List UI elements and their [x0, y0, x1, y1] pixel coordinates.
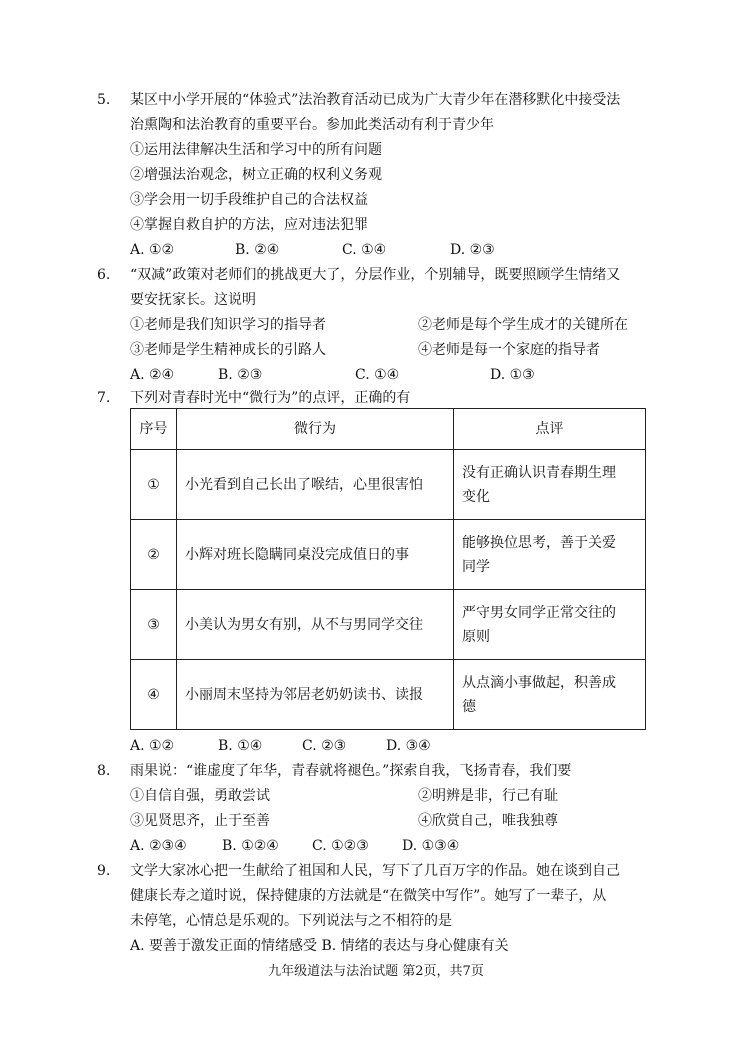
- row-comment-line2: 同学: [462, 558, 490, 575]
- q5-option-d: D. ②③: [450, 242, 495, 258]
- row-index: ③: [131, 590, 177, 660]
- q6-option-a: A. ②④: [130, 367, 175, 383]
- q5-item-1: ①运用法律解决生活和学习中的所有问题: [130, 142, 382, 158]
- q6-item-2: ②老师是每个学生成才的关键所在: [418, 317, 628, 333]
- table-header-row: [131, 409, 646, 450]
- row-index: ④: [131, 660, 177, 730]
- q7-option-b: B. ①④: [218, 738, 263, 754]
- q5-stem-line2: 治熏陶和法治教育的重要平台。参加此类活动有利于青少年: [130, 117, 494, 133]
- row-comment: [454, 450, 646, 520]
- table-row: [131, 450, 646, 520]
- header-comment: 点评: [454, 409, 646, 450]
- q9-number: 9.: [97, 863, 111, 879]
- q6-option-c: C. ①④: [355, 367, 400, 383]
- q7-option-c: C. ②③: [302, 738, 347, 754]
- q9-stem-line1: 文学大家冰心把一生献给了祖国和人民，写下了几百万字的作品。她在谈到自己: [130, 863, 620, 879]
- q5-item-2: ②增强法治观念，树立正确的权利义务观: [130, 167, 382, 183]
- row-comment: [454, 660, 646, 730]
- q9-stem-line2: 健康长寿之道时说，保持健康的方法就是“在微笑中写作”。她写了一辈子，从: [130, 888, 607, 904]
- table-row: [131, 520, 646, 590]
- row-index: ①: [131, 450, 177, 520]
- q5-stem-line1: 某区中小学开展的“体验式”法治教育活动已成为广大青少年在潜移默化中接受法: [130, 92, 621, 108]
- q9-options: A. 要善于激发正面的情绪感受 B. 情绪的表达与身心健康有关: [130, 938, 509, 954]
- q8-option-b: B. ①②④: [222, 838, 279, 854]
- q6-item-1: ①老师是我们知识学习的指导者: [130, 317, 326, 333]
- row-comment-line2: 德: [462, 698, 476, 715]
- q7-stem: 下列对青春时光中“微行为”的点评，正确的有: [130, 390, 411, 406]
- row-behavior: 小光看到自己长出了喉结，心里很害怕: [177, 450, 454, 520]
- row-comment-line2: 变化: [462, 488, 490, 505]
- row-comment-line1: 严守男女同学正常交往的: [462, 604, 616, 621]
- q6-stem-line2: 要安抚家长。这说明: [130, 292, 256, 308]
- row-index: ②: [131, 520, 177, 590]
- q8-option-d: D. ①③④: [402, 838, 460, 854]
- q5-option-b: B. ②④: [235, 242, 280, 258]
- q5-number: 5.: [97, 92, 111, 108]
- row-behavior: 小丽周末坚持为邻居老奶奶读书、读报: [177, 660, 454, 730]
- q6-item-4: ④老师是每一个家庭的指导者: [418, 342, 600, 358]
- q6-item-3: ③老师是学生精神成长的引路人: [130, 342, 326, 358]
- row-comment-line1: 从点滴小事做起，积善成: [462, 674, 616, 691]
- row-comment: [454, 520, 646, 590]
- q6-option-b: B. ②③: [218, 367, 263, 383]
- q8-item-4: ④欣赏自己，唯我独尊: [418, 813, 558, 829]
- q8-item-2: ②明辨是非，行己有耻: [418, 788, 558, 804]
- header-behavior: 微行为: [177, 409, 454, 450]
- row-comment-line2: 原则: [462, 628, 490, 645]
- table-row: [131, 660, 646, 730]
- table-row: [131, 590, 646, 660]
- q5-option-a: A. ①②: [130, 242, 175, 258]
- row-behavior: 小辉对班长隐瞒同桌没完成值日的事: [177, 520, 454, 590]
- q7-number: 7.: [97, 390, 111, 406]
- row-behavior: 小美认为男女有别，从不与男同学交往: [177, 590, 454, 660]
- q8-item-3: ③见贤思齐，止于至善: [130, 813, 270, 829]
- q6-number: 6.: [97, 267, 111, 283]
- q8-number: 8.: [97, 763, 111, 779]
- q8-option-c: C. ①②③: [312, 838, 369, 854]
- q8-stem: 雨果说：“谁虚度了年华，青春就将褪色。”探索自我，飞扬青春，我们要: [130, 763, 572, 779]
- row-comment-line1: 能够换位思考，善于关爱: [462, 534, 616, 551]
- row-comment: [454, 590, 646, 660]
- q6-option-d: D. ①③: [490, 367, 535, 383]
- q7-table: [130, 408, 646, 730]
- page-footer: 九年级道法与法治试题 第2页，共7页: [268, 964, 484, 979]
- q8-option-a: A. ②③④: [130, 838, 187, 854]
- q7-option-a: A. ①②: [130, 738, 175, 754]
- header-index: 序号: [131, 409, 177, 450]
- q7-option-d: D. ③④: [386, 738, 431, 754]
- q6-stem-line1: “双减”政策对老师们的挑战更大了，分层作业，个别辅导，既要照顾学生情绪又: [130, 267, 621, 283]
- q5-item-3: ③学会用一切手段维护自己的合法权益: [130, 192, 368, 208]
- row-comment-line1: 没有正确认识青春期生理: [462, 464, 616, 481]
- q5-item-4: ④掌握自救自护的方法，应对违法犯罪: [130, 217, 368, 233]
- q9-stem-line3: 未停笔，心情总是乐观的。下列说法与之不相符的是: [130, 913, 452, 929]
- q5-option-c: C. ①④: [342, 242, 387, 258]
- q8-item-1: ①自信自强，勇敢尝试: [130, 788, 270, 804]
